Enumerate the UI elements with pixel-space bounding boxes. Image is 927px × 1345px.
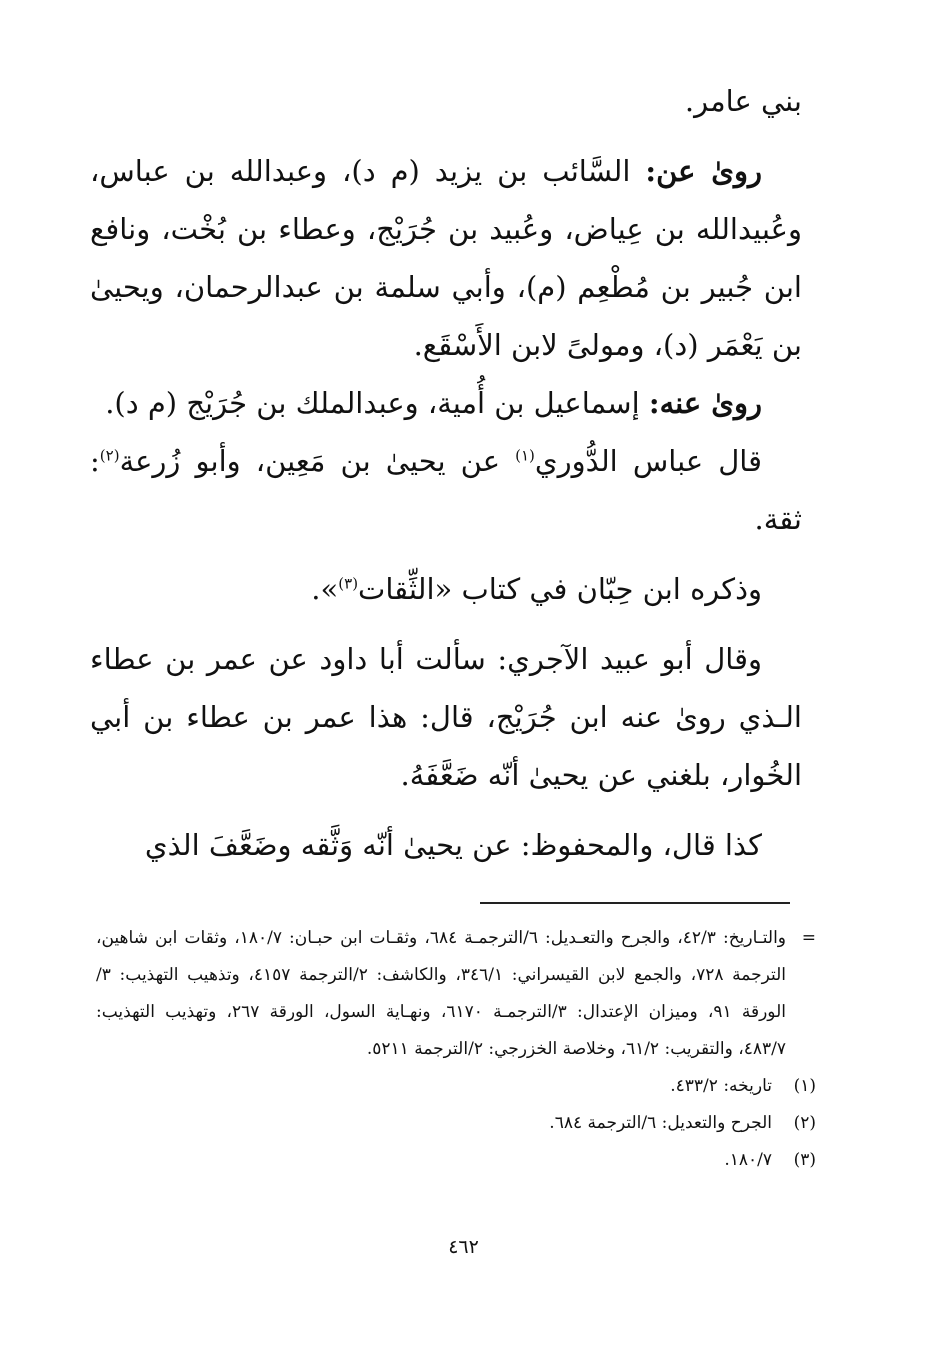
ajurri-paragraph [90,630,802,804]
ibn-hibban-text-a: وذكره ابن حِبّان في كتاب «الثِّقات [358,572,762,606]
footnote-item-1 [96,1068,816,1105]
duri-text-b: عن يحيىٰ بن مَعِين، وأبو زُرعة [119,444,501,478]
ibn-hibban-text-b: ». [311,572,339,606]
duri-text-c: : ثقة. [90,444,802,536]
continuation-mark: = [801,928,816,948]
continuation-text: والتـاريخ: ٤٢/٣، والجرح والتعـديل: ٦/الترجمـة ٦٨٤، وثقـات ابن حبـان: ١٨٠/٧، وثقات ابن شاهين، الترجمة ٧٢٨، والجمع لابن القيسراني: ٣٤٦/١، والكاشف: ٢/الترجمة ٤١٥٧، وتذهيب التهذيب: ٣/الورقة ٩١، وميزان الإعتدال: ٣/الترجمـة ٦١٧٠، ونهـاية السول، الورقة ٢٦٧، وتهذيب التهذيب: ٤٨٣/٧، والتقريب: ٦١/٢، وخلاصة الخزرجي: ٢/الترجمة ٥٢١١. [96,928,787,1059]
footnote-item-3 [96,1142,816,1179]
ibn-hibban-paragraph [90,560,802,618]
footnote-number-1: (١) [793,1076,816,1096]
duri-paragraph [90,432,802,548]
page-number: ٤٦٢ [448,1236,479,1258]
footnote-text-2: الجرح والتعديل: ٦/الترجمة ٦٨٤. [549,1113,772,1133]
footnote-text-3: ١٨٠/٧. [724,1150,772,1170]
footnote-continuation [96,920,816,1068]
footnotes [96,920,816,1179]
narrated-by-text: إسماعيل بن أُمية، وعبدالملك بن جُرَيْج (م د). [105,386,640,420]
ajurri-text: وقال أبو عبيد الآجري: سألت أبا داود عن عمر بن عطاء الـذي روىٰ عنه ابن جُرَيْج، قال: هذا عمر بن عطاء بن أبي الخُوار، بلغني عن يحيىٰ أنّه ضَعَّفَهُ. [90,642,802,792]
narrated-by-paragraph [90,374,802,432]
closing-text: كذا قال، والمحفوظ: عن يحيىٰ أنّه وَثَّقه وضَعَّفَ الذي [144,828,762,862]
duri-text-a: قال عباس الدُّوري [534,444,762,478]
footnote-number-2: (٢) [793,1113,816,1133]
paragraph-1-text: بني عامر. [684,84,802,118]
narrated-from-paragraph [90,142,802,374]
main-text [90,72,802,874]
footnote-item-2 [96,1105,816,1142]
paragraph-1 [90,72,802,130]
footnote-number-3: (٣) [793,1150,816,1170]
footnote-text-1: تاريخه: ٤٣٣/٢. [670,1076,772,1096]
closing-paragraph [90,816,802,874]
footnote-ref-3[interactable]: (٣) [338,574,359,593]
footnote-ref-1[interactable]: (١) [515,446,535,465]
narrated-from-label: روىٰ عن: [645,154,763,188]
narrated-from-text: السَّائب بن يزيد (م د)، وعبدالله بن عباس، وعُبيدالله بن عِياض، وعُبيد بن جُرَيْج، وعطاء بن بُخْت، ونافع ابن جُبير بن مُطْعِم (م)، وأبي سلمة بن عبدالرحمان، ويحيىٰ بن يَعْمَر (د)، ومولىً لابن الأَسْقَع. [90,154,802,362]
narrated-by-label: روىٰ عنه: [648,386,762,420]
footnote-separator [480,902,790,904]
footnote-ref-2[interactable]: (٢) [99,446,120,465]
